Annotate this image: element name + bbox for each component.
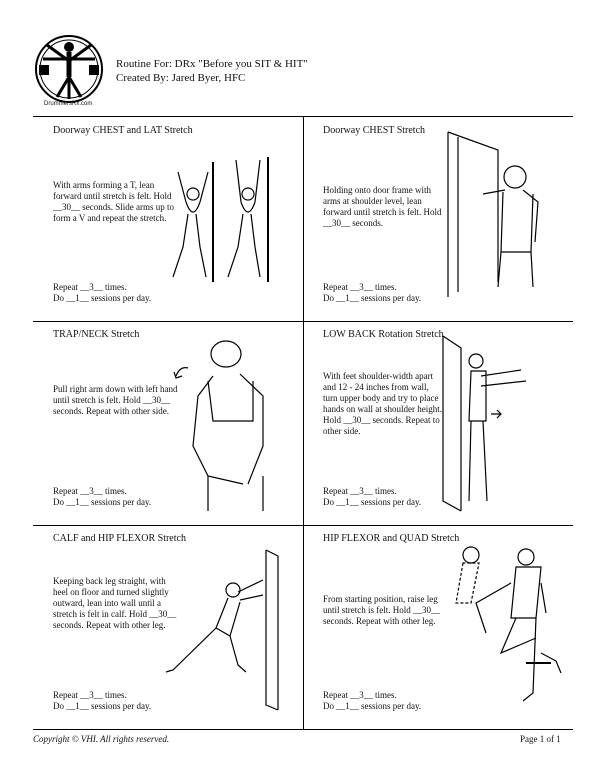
drummersrx-logo-icon: [33, 33, 105, 105]
exercise-frequency: [323, 282, 421, 304]
calf-hip-flexor-illustration-icon: [158, 550, 283, 710]
page-header: [0, 0, 600, 112]
sessions-per-day: Do __1__ sessions per day.: [323, 701, 422, 711]
exercise-title: Doorway CHEST and LAT Stretch: [53, 125, 193, 136]
exercise-instructions: Holding onto door frame with arms at shoulder level, lean forward until stretch is felt. Hold __30__ seconds.: [323, 185, 442, 228]
trap-neck-illustration-icon: [168, 336, 278, 511]
exercise-card: [303, 117, 573, 321]
sessions-per-day: Do __1__ sessions per day.: [323, 293, 422, 303]
sessions-per-day: Do __1__ sessions per day.: [323, 497, 422, 507]
routine-title: Routine For: DRx "Before you SIT & HIT": [116, 58, 308, 70]
created-by: Created By: Jared Byer, HFC: [116, 72, 246, 84]
repeat-count: Repeat __3__ times.: [53, 486, 127, 496]
exercise-frequency: [323, 486, 421, 508]
routine-info: [116, 57, 308, 85]
exercise-instructions: Keeping back leg straight, with heel on floor and turned slightly outward, lean into wall until a stretch is felt in calf. Hold __30__ seconds. Repeat with other leg.: [53, 576, 177, 630]
exercise-card: [303, 321, 573, 525]
hip-flexor-quad-illustration-icon: [441, 543, 571, 708]
exercise-frequency: [53, 282, 151, 304]
copyright-text: Copyright © VHI. All rights reserved.: [33, 734, 170, 744]
exercise-title: Doorway CHEST Stretch: [323, 125, 426, 136]
repeat-count: Repeat __3__ times.: [323, 690, 397, 700]
exercise-frequency: [53, 486, 151, 508]
doorway-chest-lat-illustration-icon: [168, 152, 278, 287]
exercise-frequency: [53, 690, 151, 712]
sessions-per-day: Do __1__ sessions per day.: [53, 701, 152, 711]
doorway-chest-illustration-icon: [443, 132, 543, 302]
low-back-rotation-illustration-icon: [441, 336, 541, 516]
exercise-title: TRAP/NECK Stretch: [53, 329, 140, 340]
exercise-instructions: From starting position, raise leg until stretch is felt. Hold __30__ seconds. Repeat with other leg.: [323, 594, 440, 626]
repeat-count: Repeat __3__ times.: [323, 282, 397, 292]
exercise-card: [33, 117, 303, 321]
sessions-per-day: Do __1__ sessions per day.: [53, 497, 152, 507]
exercise-instructions: With arms forming a T, lean forward until stretch is felt. Hold __30__ seconds. Slide arms up to form a V and repeat the stretch.: [53, 180, 174, 223]
exercise-title: LOW BACK Rotation Stretch: [323, 329, 444, 340]
exercise-card: [33, 525, 303, 729]
sessions-per-day: Do __1__ sessions per day.: [53, 293, 152, 303]
exercise-frequency: [323, 690, 421, 712]
exercise-card: [33, 321, 303, 525]
repeat-count: Repeat __3__ times.: [323, 486, 397, 496]
repeat-count: Repeat __3__ times.: [53, 690, 127, 700]
exercise-title: CALF and HIP FLEXOR Stretch: [53, 533, 186, 544]
exercise-title: HIP FLEXOR and QUAD Stretch: [323, 533, 460, 544]
logo-caption: DrummersRx.com: [44, 101, 93, 107]
exercise-grid: [33, 117, 573, 729]
footer-divider: [33, 729, 573, 730]
exercise-card: [303, 525, 573, 729]
exercise-instructions: Pull right arm down with left hand until stretch is felt. Hold __30__ seconds. Repeat with other side.: [53, 384, 178, 416]
repeat-count: Repeat __3__ times.: [53, 282, 127, 292]
page-number: Page 1 of 1: [520, 734, 561, 744]
exercise-instructions: With feet shoulder-width apart and 12 - 24 inches from wall, turn upper body and try to place hands on wall at shoulder height. Hold __30__ seconds. Repeat to other side.: [323, 371, 442, 436]
